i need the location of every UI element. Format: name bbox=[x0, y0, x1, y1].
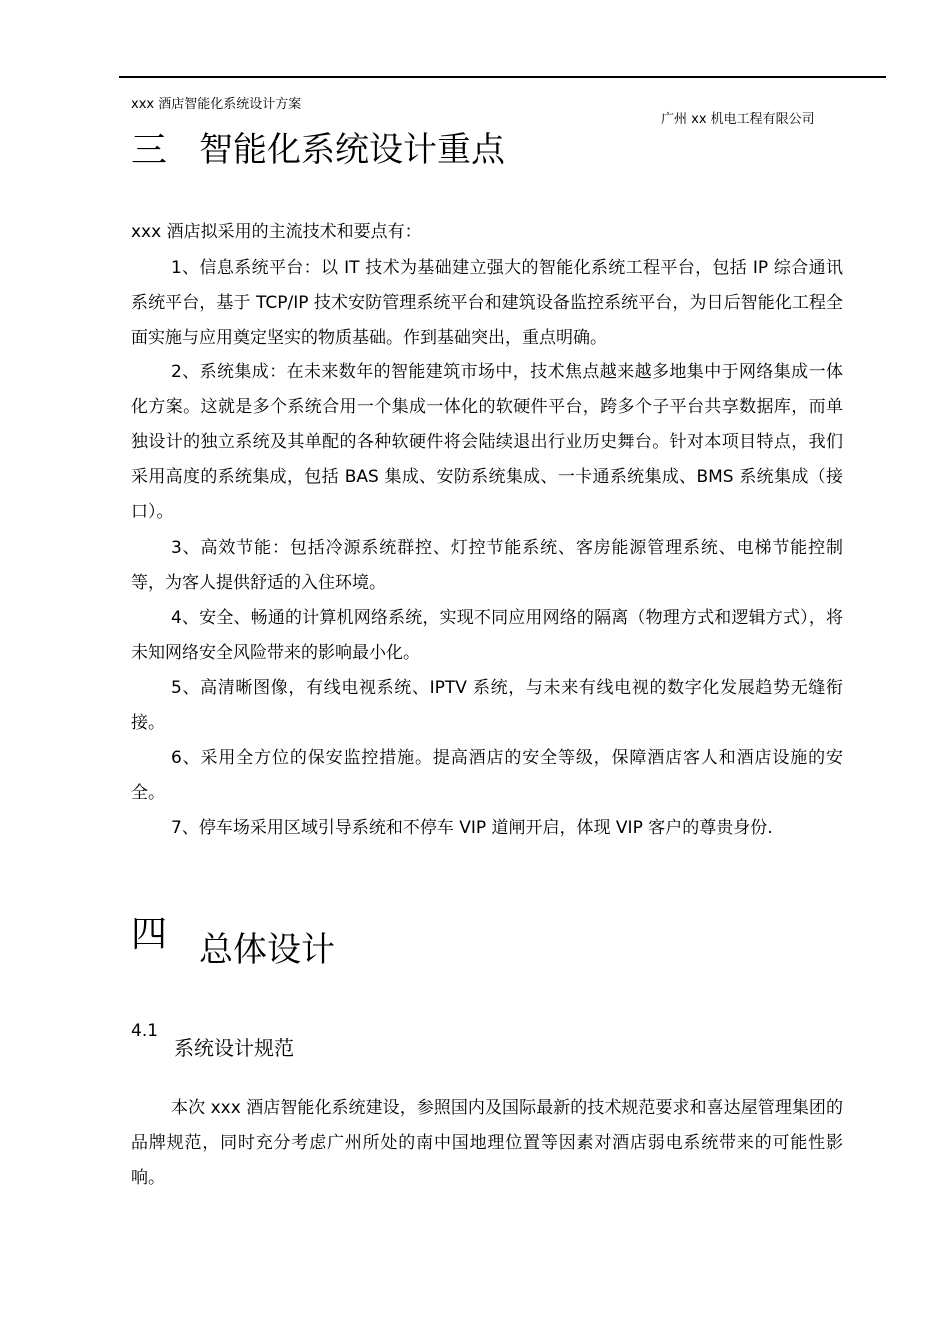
list-item bbox=[131, 671, 843, 741]
list-item-text: 3、高效节能：包括冷源系统群控、灯控节能系统、客房能源管理系统、电梯节能控制等，为客人提供舒适的入住环境。 bbox=[131, 538, 843, 593]
list-item bbox=[131, 601, 843, 671]
list-item bbox=[131, 811, 843, 846]
list-item bbox=[131, 741, 843, 811]
section-4-title: 总体设计 bbox=[199, 930, 335, 970]
list-item-text: 7、停车场采用区域引导系统和不停车 VIP 道闸开启，体现 VIP 客户的尊贵身份. bbox=[171, 818, 773, 838]
list-item bbox=[131, 251, 843, 356]
list-item-text: 4、安全、畅通的计算机网络系统，实现不同应用网络的隔离（物理方式和逻辑方式），将未知网络安全风险带来的影响最小化。 bbox=[131, 608, 843, 663]
subsection-number: 4.1 bbox=[131, 1021, 159, 1041]
list-item-text: 6、采用全方位的保安监控措施。提高酒店的安全等级，保障酒店客人和酒店设施的安全。 bbox=[131, 748, 843, 803]
header-rule bbox=[119, 76, 886, 78]
section-3-number: 三 bbox=[131, 130, 168, 171]
section-4-number: 四 bbox=[131, 914, 168, 955]
section-4-body-text: 本次 xxx 酒店智能化系统建设，参照国内及国际最新的技术规范要求和喜达屋管理集团的品牌规范，同时充分考虑广州所处的南中国地理位置等因素对酒店弱电系统带来的可能性影响。 bbox=[131, 1098, 843, 1188]
section-3-intro: xxx 酒店拟采用的主流技术和要点有： bbox=[131, 222, 422, 242]
list-item-text: 5、高清晰图像，有线电视系统、IPTV 系统，与未来有线电视的数字化发展趋势无缝衔接。 bbox=[131, 678, 843, 733]
company-name: 广州 xx 机电工程有限公司 bbox=[661, 112, 815, 127]
subsection-title: 系统设计规范 bbox=[174, 1036, 294, 1060]
section-3-title: 智能化系统设计重点 bbox=[199, 130, 505, 170]
document-title: xxx 酒店智能化系统设计方案 bbox=[131, 97, 302, 112]
list-item bbox=[131, 531, 843, 601]
list-item-text: 2、系统集成：在未来数年的智能建筑市场中，技术焦点越来越多地集中于网络集成一体化方案。这就是多个系统合用一个集成一体化的软硬件平台，跨多个子平台共享数据库，而单独设计的独立系统及其单配的各种软硬件将会陆续退出行业历史舞台。针对本项目特点，我们采用高度的系统集成，包括 BAS 集成、安防系统集成、一卡通系统集成、BMS 系统集成（接口）。 bbox=[131, 362, 843, 522]
list-item-text: 1、信息系统平台：以 IT 技术为基础建立强大的智能化系统工程平台，包括 IP 综合通讯系统平台，基于 TCP/IP 技术安防管理系统平台和建筑设备监控系统平台，为日后智能化工程全面实施与应用奠定坚实的物质基础。作到基础突出，重点明确。 bbox=[131, 258, 843, 348]
section-4-body bbox=[131, 1091, 843, 1196]
list-item bbox=[131, 355, 843, 530]
